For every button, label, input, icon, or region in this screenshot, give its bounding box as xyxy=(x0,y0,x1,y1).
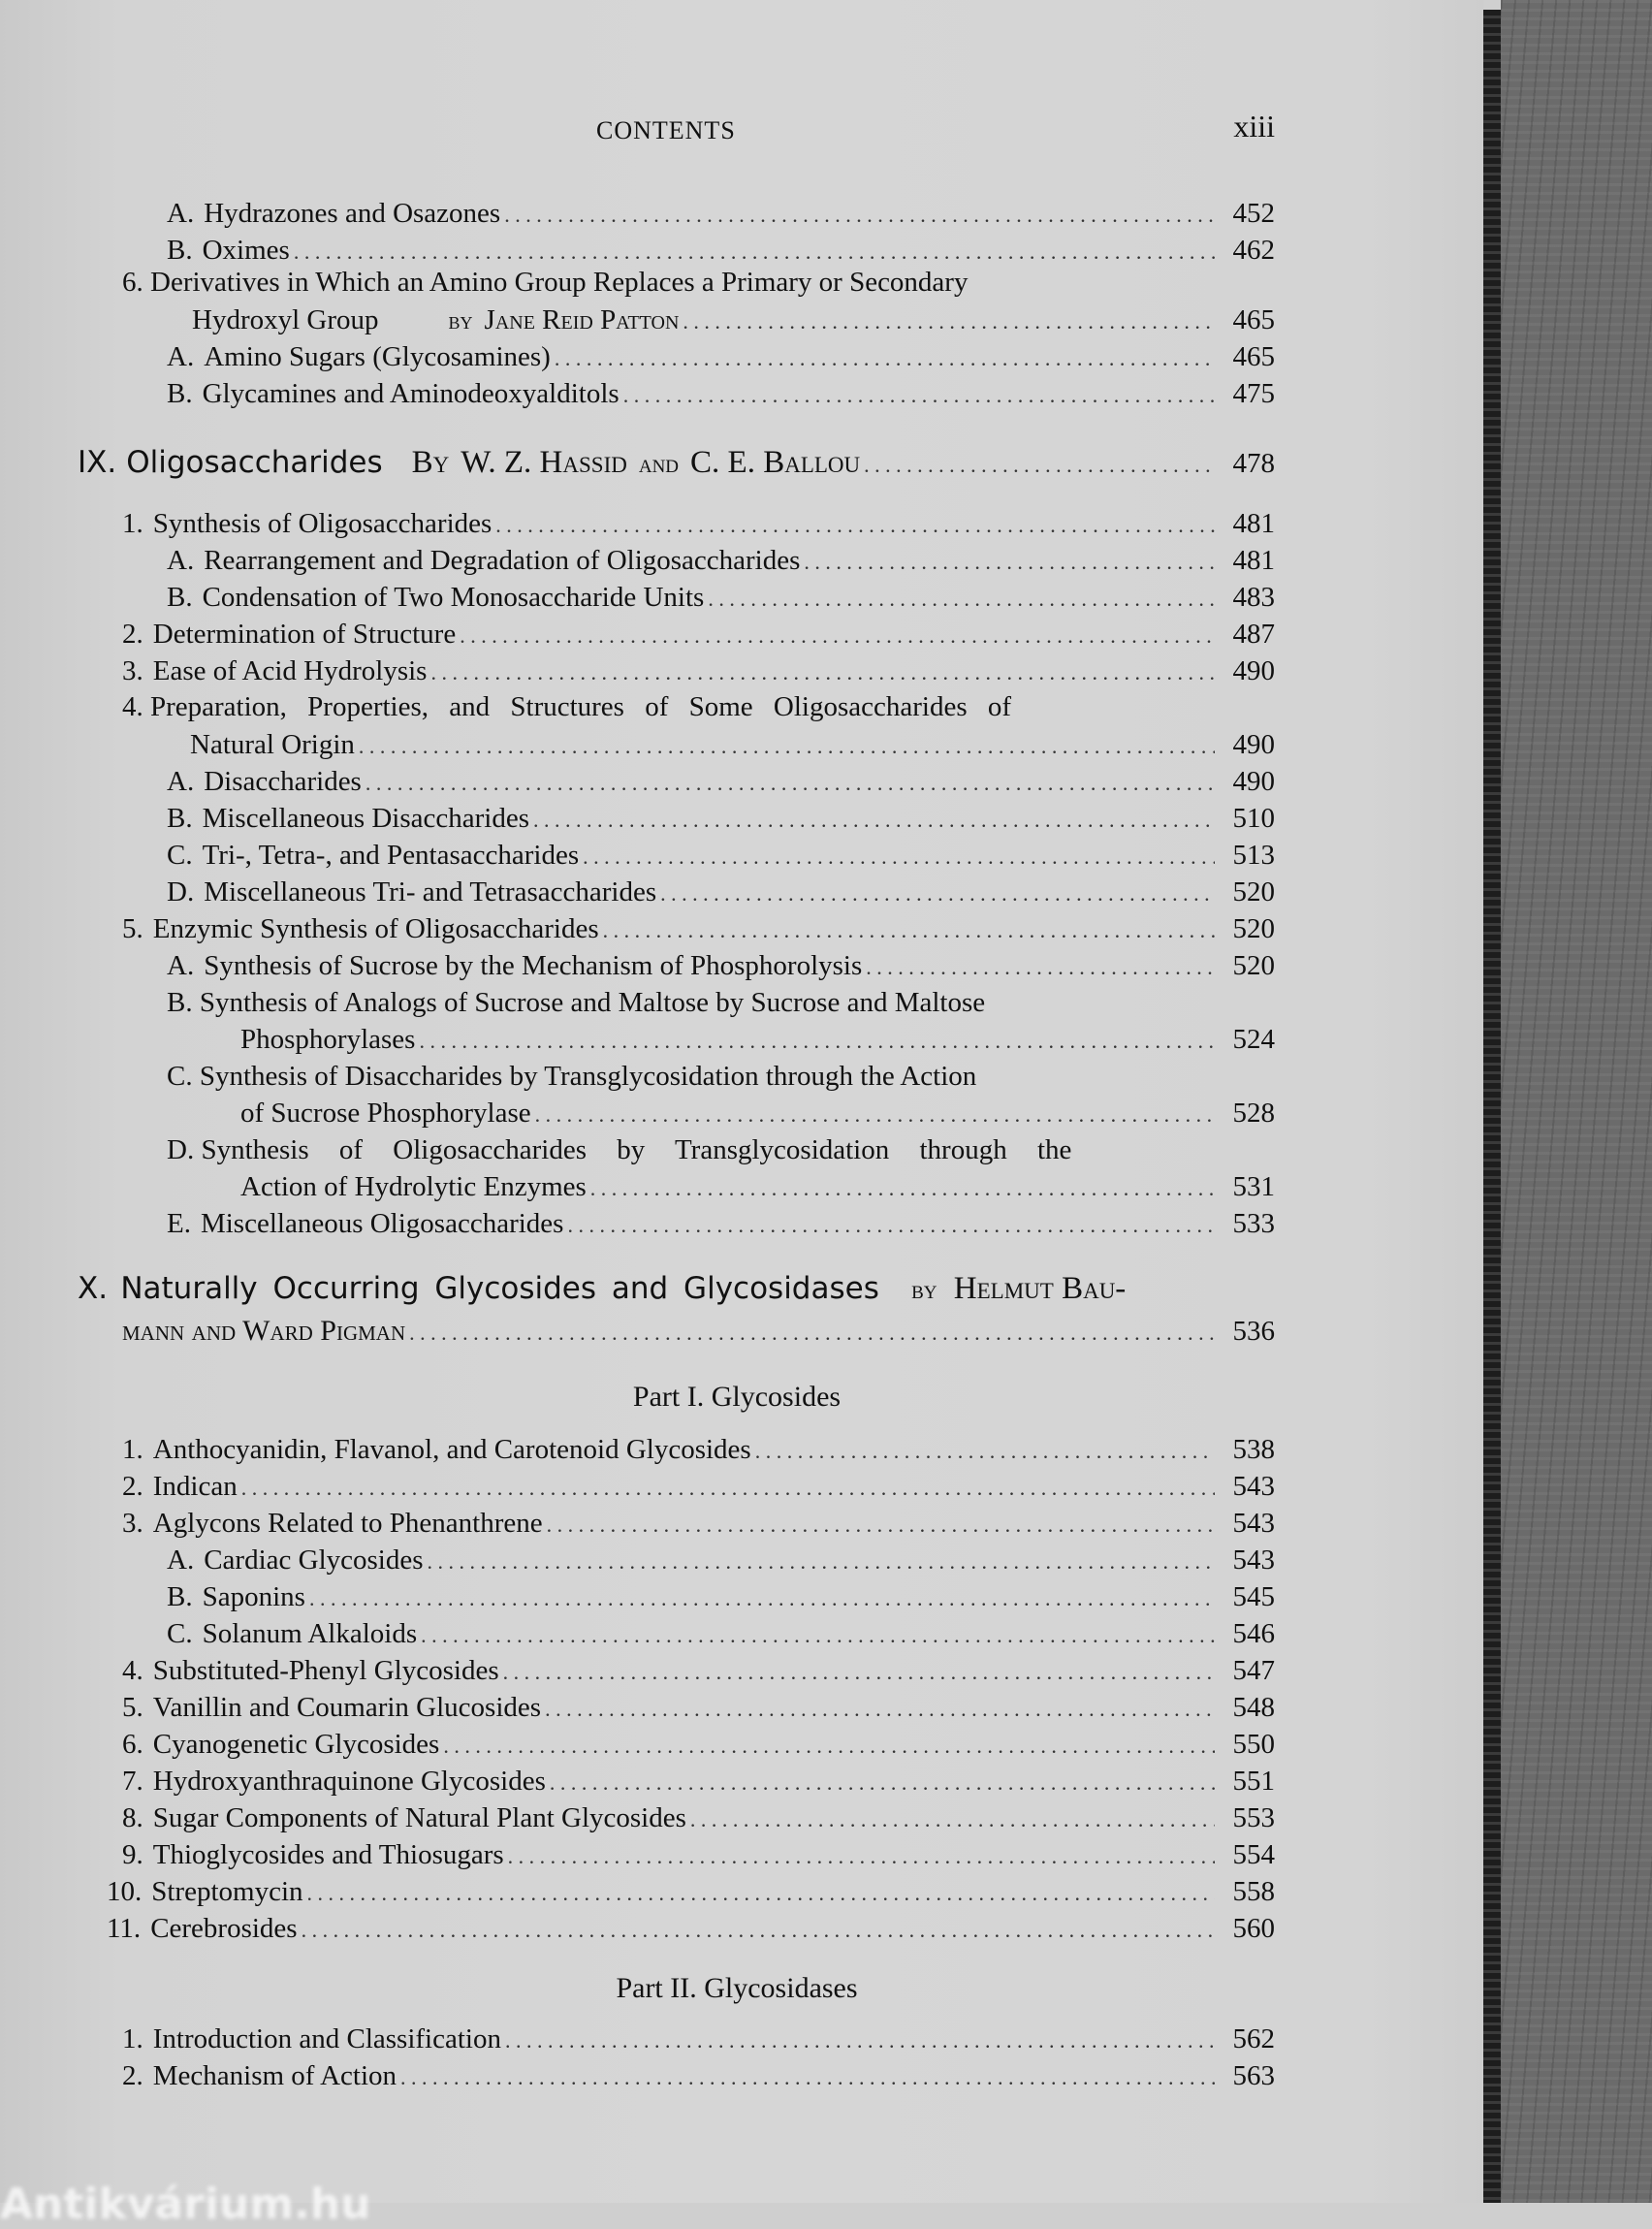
entry-page: 538 xyxy=(1232,1434,1275,1465)
entry-label: 9. xyxy=(122,1839,143,1870)
entry-page: 533 xyxy=(1232,1208,1275,1239)
toc-entry-line2 xyxy=(240,1095,1275,1131)
toc-entry-line2 xyxy=(240,1021,1275,1058)
entry-title: Rearrangement and Degradation of Oligosaccharides xyxy=(204,545,801,576)
toc-entry xyxy=(167,338,1275,375)
entry-title: Enzymic Synthesis of Oligosaccharides xyxy=(152,913,599,944)
entry-page: 553 xyxy=(1232,1802,1275,1833)
entry-title: Cerebrosides xyxy=(150,1913,298,1944)
toc-entry xyxy=(167,837,1275,874)
toc-entry xyxy=(122,910,1275,947)
entry-label: 2. xyxy=(122,2060,143,2091)
entry-label: 1. xyxy=(122,2023,143,2054)
entry-label: A. xyxy=(167,1544,195,1576)
part-heading: Part I. Glycosides xyxy=(632,1381,842,1413)
toc-entry xyxy=(122,2021,1275,2057)
entry-label: E. xyxy=(167,1208,191,1239)
entry-title-cont: Action of Hydrolytic Enzymes xyxy=(240,1171,587,1202)
entry-page: 562 xyxy=(1232,2023,1275,2054)
entry-page: 543 xyxy=(1232,1508,1275,1539)
dot-leader xyxy=(421,1617,1215,1654)
chapter-author-prefix: by xyxy=(911,1275,937,1304)
dot-leader xyxy=(547,1507,1215,1544)
cloth-background xyxy=(1501,0,1652,2203)
toc-entry-line1 xyxy=(122,264,1216,301)
dot-leader xyxy=(683,303,1215,340)
entry-title: Synthesis of Oligosaccharides xyxy=(152,508,492,539)
dot-leader xyxy=(409,1315,1215,1352)
entry-title-cont: of Sucrose Phosphorylase xyxy=(240,1098,531,1129)
entry-label: 8. xyxy=(122,1802,143,1833)
running-head-title: CONTENTS xyxy=(596,116,736,144)
dot-leader xyxy=(505,2022,1215,2059)
toc-entry-line2 xyxy=(190,726,1275,763)
entry-label: 11. xyxy=(107,1913,142,1944)
entry-title: Miscellaneous Disaccharides xyxy=(202,803,530,834)
dot-leader xyxy=(583,839,1215,876)
entry-page: 558 xyxy=(1232,1876,1275,1907)
chapter-number: X. xyxy=(78,1271,109,1306)
entry-label: 6. xyxy=(122,267,143,298)
toc-entry xyxy=(107,1910,1275,1947)
dot-leader xyxy=(504,197,1215,234)
entry-page: 563 xyxy=(1232,2060,1275,2091)
entry-page: 483 xyxy=(1232,582,1275,613)
entry-page: 520 xyxy=(1232,913,1275,944)
entry-label: C. xyxy=(167,1618,193,1649)
entry-title: Miscellaneous Tri- and Tetrasaccharides xyxy=(204,876,657,908)
entry-label: A. xyxy=(167,766,195,797)
entry-label: A. xyxy=(167,545,195,576)
entry-author: Jane Reid Patton xyxy=(484,304,680,335)
entry-label: 10. xyxy=(107,1876,143,1907)
toc-entry xyxy=(122,1726,1275,1763)
toc-entry xyxy=(122,1431,1275,1468)
toc-entry-line2 xyxy=(240,1168,1275,1205)
chapter-author-line1: Helmut Bau- xyxy=(953,1271,1127,1306)
entry-label: 1. xyxy=(122,508,143,539)
entry-page: 554 xyxy=(1232,1839,1275,1870)
entry-label: C. xyxy=(167,840,193,871)
entry-title: Amino Sugars (Glycosamines) xyxy=(204,341,551,372)
dot-leader xyxy=(365,765,1215,802)
entry-label: A. xyxy=(167,950,195,981)
entry-page: 548 xyxy=(1232,1692,1275,1723)
toc-entry-line1 xyxy=(122,688,1216,725)
chapter-author-line2: mann and Ward Pigman xyxy=(122,1315,406,1347)
dot-leader xyxy=(503,1654,1215,1691)
entry-title: Synthesis of Oligosaccharides by Transglycosidation through the xyxy=(201,1134,1072,1165)
toc-entry xyxy=(167,375,1275,412)
entry-label: 1. xyxy=(122,1434,143,1465)
page-folio: xiii xyxy=(1233,109,1275,143)
toc-entry xyxy=(122,1689,1275,1726)
entry-page: 520 xyxy=(1232,950,1275,981)
dot-leader xyxy=(400,2059,1215,2096)
entry-title: Disaccharides xyxy=(204,766,362,797)
entry-page: 560 xyxy=(1232,1913,1275,1944)
dot-leader xyxy=(241,1470,1215,1507)
toc-entry xyxy=(167,195,1275,232)
entry-title: Streptomycin xyxy=(151,1876,303,1907)
toc-entry xyxy=(167,1578,1275,1615)
entry-author-prefix: by xyxy=(448,306,473,334)
entry-title: Derivatives in Which an Amino Group Replaces a Primary or Secondary xyxy=(150,267,969,298)
watermark-text: Antikvárium.hu xyxy=(0,2180,371,2229)
toc-entry xyxy=(167,542,1275,579)
entry-label: 4. xyxy=(122,1655,143,1686)
entry-page: 475 xyxy=(1232,378,1275,409)
entry-title: Cardiac Glycosides xyxy=(204,1544,424,1576)
entry-page: 546 xyxy=(1232,1618,1275,1649)
chapter-title: Oligosaccharides xyxy=(126,445,383,480)
entry-label: B. xyxy=(167,378,193,409)
entry-title: Introduction and Classification xyxy=(152,2023,501,2054)
entry-label: A. xyxy=(167,341,195,372)
dot-leader xyxy=(866,949,1215,986)
entry-page: 510 xyxy=(1232,803,1275,834)
toc-entry xyxy=(167,1542,1275,1578)
entry-title-cont: Natural Origin xyxy=(190,729,355,760)
entry-title: Oximes xyxy=(202,235,290,266)
toc-entry xyxy=(167,763,1275,800)
dot-leader xyxy=(708,581,1215,618)
chapter-page: 536 xyxy=(1232,1316,1275,1347)
entry-title-cont: Phosphorylases xyxy=(240,1024,416,1055)
entry-label: A. xyxy=(167,198,195,229)
chapter-number: IX. xyxy=(78,445,117,480)
entry-title: Synthesis of Disaccharides by Transglycosidation through the Action xyxy=(199,1061,977,1092)
dot-leader xyxy=(430,654,1215,691)
toc-entry xyxy=(122,653,1275,689)
entry-title: Condensation of Two Monosaccharide Units xyxy=(202,582,705,613)
dot-leader xyxy=(755,1433,1215,1470)
entry-label: 2. xyxy=(122,1471,143,1502)
dot-leader xyxy=(307,1875,1215,1912)
chapter-page: 478 xyxy=(1232,448,1275,479)
toc-entry xyxy=(167,1205,1275,1242)
dot-leader xyxy=(535,1097,1215,1133)
entry-page: 513 xyxy=(1232,840,1275,871)
entry-page: 550 xyxy=(1232,1729,1275,1760)
chapter-heading-ix xyxy=(78,444,1275,487)
entry-label: B. xyxy=(167,1581,193,1612)
entry-label: B. xyxy=(167,582,193,613)
entry-label: 5. xyxy=(122,1692,143,1723)
entry-page: 490 xyxy=(1232,766,1275,797)
toc-entry xyxy=(167,1615,1275,1652)
chapter-author-conj: and xyxy=(638,449,680,478)
toc-entry xyxy=(122,1468,1275,1505)
chapter-author-2: C. E. Ballou xyxy=(690,445,861,480)
toc-entry xyxy=(167,874,1275,910)
entry-title: Substituted-Phenyl Glycosides xyxy=(152,1655,499,1686)
dot-leader xyxy=(804,544,1215,581)
dot-leader xyxy=(460,618,1215,654)
entry-title: Sugar Components of Natural Plant Glycosides xyxy=(152,1802,686,1833)
entry-title: Vanillin and Coumarin Glucosides xyxy=(152,1692,542,1723)
chapter-author-1: W. Z. Hassid xyxy=(461,445,627,480)
entry-page: 490 xyxy=(1232,655,1275,686)
dot-leader xyxy=(309,1580,1215,1617)
dot-leader xyxy=(550,1765,1215,1801)
entry-title: Aglycons Related to Phenanthrene xyxy=(152,1508,543,1539)
toc-entry xyxy=(167,579,1275,616)
dot-leader xyxy=(545,1691,1215,1728)
toc-entry xyxy=(122,1505,1275,1542)
entry-label: 5. xyxy=(122,913,143,944)
toc-entry xyxy=(122,505,1275,542)
entry-page: 531 xyxy=(1232,1171,1275,1202)
entry-title: Glycamines and Aminodeoxyalditols xyxy=(202,378,620,409)
dot-leader xyxy=(495,507,1215,544)
entry-title: Cyanogenetic Glycosides xyxy=(152,1729,440,1760)
entry-page: 481 xyxy=(1232,508,1275,539)
entry-page: 545 xyxy=(1232,1581,1275,1612)
entry-title: Synthesis of Analogs of Sucrose and Maltose by Sucrose and Maltose xyxy=(199,987,986,1018)
part-heading: Part II. Glycosidases xyxy=(616,1972,858,2004)
entry-title: Ease of Acid Hydrolysis xyxy=(152,655,428,686)
entry-label: 6. xyxy=(122,1729,143,1760)
toc-entry xyxy=(167,800,1275,837)
entry-page: 547 xyxy=(1232,1655,1275,1686)
entry-page: 465 xyxy=(1232,304,1275,335)
dot-leader xyxy=(302,1912,1215,1949)
entry-title: Determination of Structure xyxy=(152,619,457,650)
entry-title: Saponins xyxy=(202,1581,305,1612)
entry-label: B. xyxy=(167,987,193,1018)
dot-leader xyxy=(690,1801,1215,1838)
toc-entry-line1 xyxy=(167,1131,1071,1168)
entry-label: D. xyxy=(167,876,195,908)
entry-label: 2. xyxy=(122,619,143,650)
entry-page: 543 xyxy=(1232,1544,1275,1576)
entry-title: Preparation, Properties, and Structures of Some Oligosaccharides of xyxy=(150,691,1012,722)
dot-leader xyxy=(508,1838,1215,1875)
dot-leader xyxy=(533,802,1215,839)
entry-title: Anthocyanidin, Flavanol, and Carotenoid Glycosides xyxy=(152,1434,751,1465)
dot-leader xyxy=(555,340,1215,377)
entry-title: Hydrazones and Osazones xyxy=(204,198,501,229)
chapter-author-prefix: By xyxy=(411,445,450,480)
entry-title: Hydroxyanthraquinone Glycosides xyxy=(152,1766,546,1797)
entry-label: C. xyxy=(167,1061,193,1092)
entry-title-cont: Hydroxyl Group xyxy=(192,304,379,335)
dot-leader xyxy=(623,377,1215,414)
toc-entry-line1 xyxy=(167,984,985,1021)
entry-label: D. xyxy=(167,1134,195,1165)
dot-leader xyxy=(864,447,1215,484)
book-binding-edge xyxy=(1483,10,1501,2203)
chapter-heading-x xyxy=(78,1270,1126,1308)
entry-title: Mechanism of Action xyxy=(152,2060,397,2091)
toc-entry xyxy=(122,1836,1275,1873)
dot-leader xyxy=(660,876,1215,912)
dot-leader xyxy=(428,1544,1216,1580)
chapter-heading-x-line2 xyxy=(122,1313,1275,1355)
entry-title: Miscellaneous Oligosaccharides xyxy=(200,1208,564,1239)
dot-leader xyxy=(603,912,1215,949)
dot-leader xyxy=(419,1023,1215,1060)
chapter-title: Naturally Occurring Glycosides and Glycosidases xyxy=(120,1271,879,1306)
entry-page: 524 xyxy=(1232,1024,1275,1055)
entry-title: Thioglycosides and Thiosugars xyxy=(152,1839,504,1870)
entry-label: 3. xyxy=(122,1508,143,1539)
entry-title: Tri-, Tetra-, and Pentasaccharides xyxy=(202,840,580,871)
entry-label: 7. xyxy=(122,1766,143,1797)
toc-entry xyxy=(122,616,1275,653)
entry-title: Indican xyxy=(152,1471,238,1502)
entry-title: Synthesis of Sucrose by the Mechanism of Phosphorolysis xyxy=(204,950,863,981)
entry-page: 490 xyxy=(1232,729,1275,760)
entry-page: 462 xyxy=(1232,235,1275,266)
toc-entry xyxy=(122,1763,1275,1799)
toc-entry xyxy=(122,1652,1275,1689)
entry-label: B. xyxy=(167,803,193,834)
dot-leader xyxy=(443,1728,1215,1765)
entry-title: Solanum Alkaloids xyxy=(202,1618,418,1649)
toc-entry xyxy=(122,1799,1275,1836)
toc-entry-line2 xyxy=(192,302,1275,338)
entry-page: 481 xyxy=(1232,545,1275,576)
entry-page: 543 xyxy=(1232,1471,1275,1502)
entry-label: 4. xyxy=(122,691,143,722)
entry-page: 465 xyxy=(1232,341,1275,372)
entry-page: 551 xyxy=(1232,1766,1275,1797)
entry-label: 3. xyxy=(122,655,143,686)
entry-page: 528 xyxy=(1232,1098,1275,1129)
entry-page: 520 xyxy=(1232,876,1275,908)
running-head xyxy=(0,109,1483,151)
toc-entry xyxy=(122,2057,1275,2094)
entry-label: B. xyxy=(167,235,193,266)
dot-leader xyxy=(567,1207,1215,1244)
toc-entry xyxy=(167,947,1275,984)
entry-page: 452 xyxy=(1232,198,1275,229)
dot-leader xyxy=(359,728,1215,765)
dot-leader xyxy=(590,1170,1215,1207)
entry-page: 487 xyxy=(1232,619,1275,650)
toc-entry xyxy=(107,1873,1275,1910)
toc-entry-line1 xyxy=(167,1058,976,1095)
